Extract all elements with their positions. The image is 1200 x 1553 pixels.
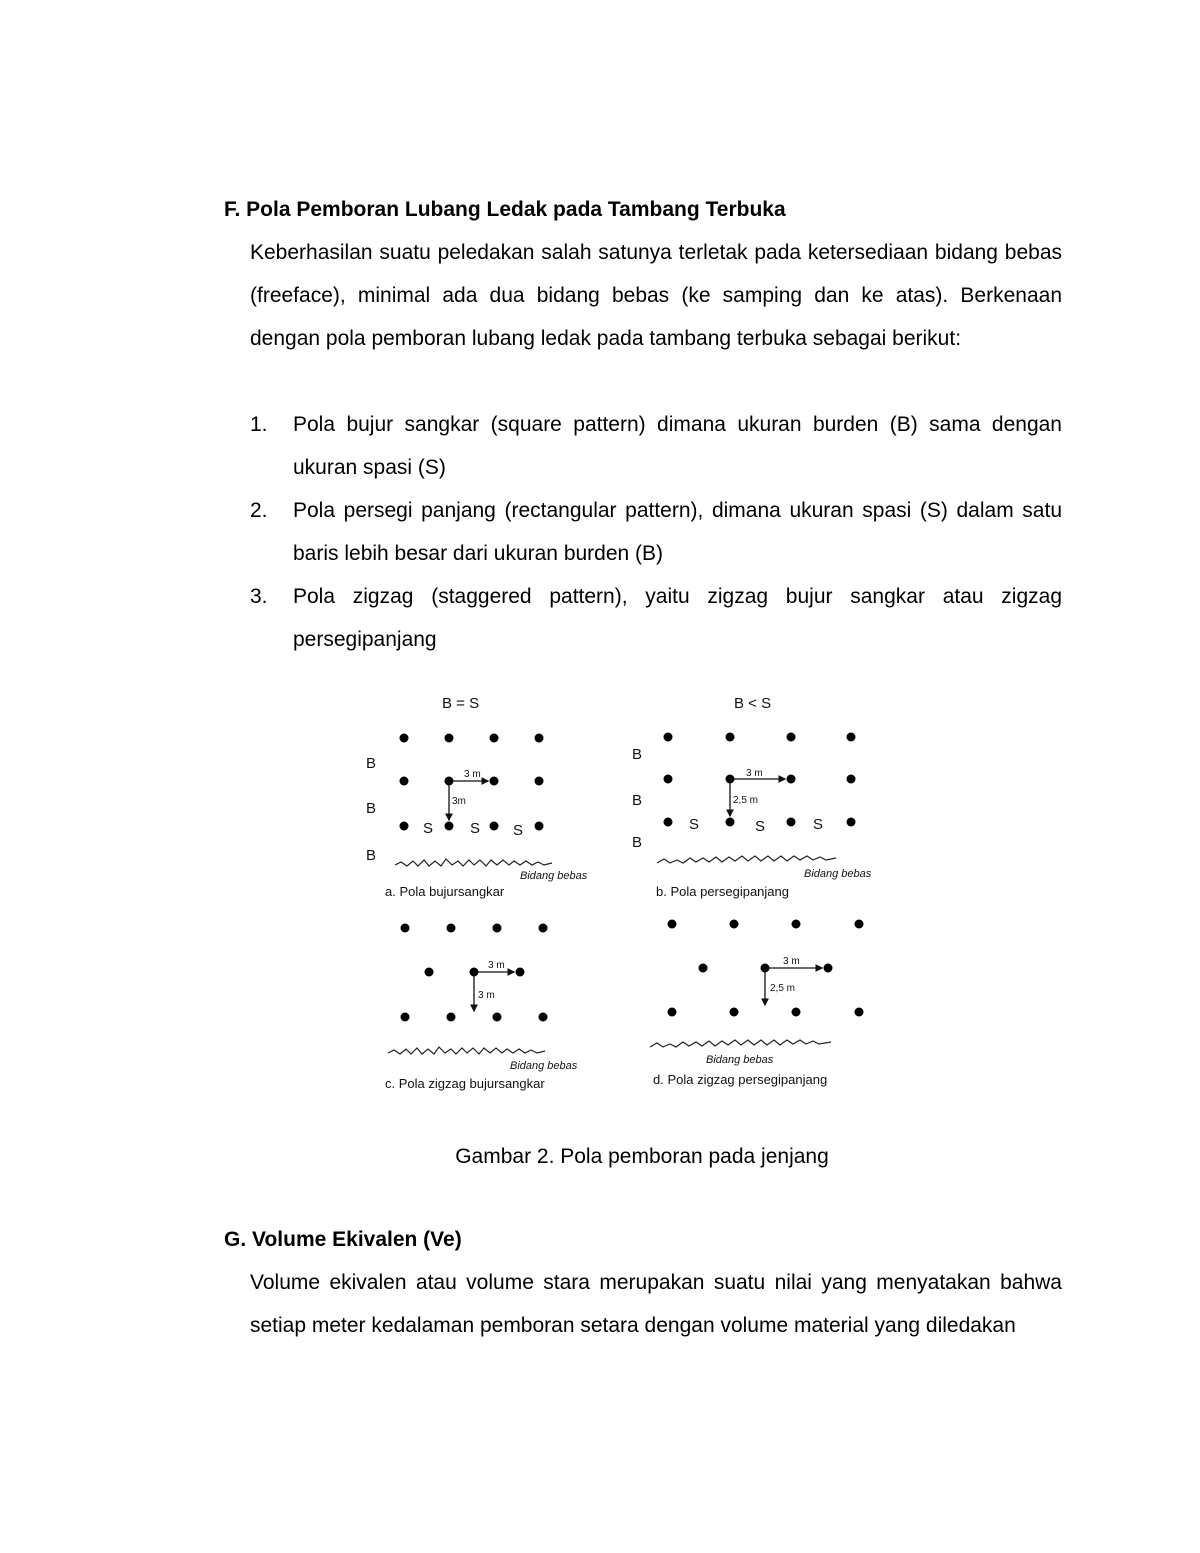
list-number: 2.: [250, 499, 268, 522]
dim-3m-horizontal: 3 m: [488, 960, 505, 971]
list-item: [250, 403, 1062, 489]
caption-d: d. Pola zigzag persegipanjang: [653, 1072, 828, 1087]
caption-a: a. Pola bujursangkar: [385, 884, 505, 899]
burden-label: B: [366, 755, 377, 772]
free-face-label: Bidang bebas: [510, 1060, 578, 1072]
dim-3m-horizontal: 3 m: [746, 768, 763, 779]
list-item: [250, 489, 1062, 575]
list-text: Pola bujur sangkar (square pattern) dimana ukuran burden (B) sama dengan ukuran spasi (S): [293, 413, 1062, 479]
free-face-line: [657, 856, 836, 863]
caption-c: c. Pola zigzag bujursangkar: [385, 1076, 545, 1091]
section-f-heading: F. Pola Pemboran Lubang Ledak pada Tambang Terbuka: [224, 198, 786, 221]
holes-panel-a: [400, 734, 544, 831]
dim-3m-vertical: 3 m: [478, 990, 495, 1001]
dim-3m-horizontal: 3 m: [464, 769, 481, 780]
figure-caption: Gambar 2. Pola pemboran pada jenjang: [455, 1145, 829, 1168]
spacing-label: S: [689, 816, 700, 833]
burden-label: B: [632, 792, 643, 809]
free-face-label: Bidang bebas: [520, 870, 588, 882]
dim-3m-vertical: 3m: [452, 796, 466, 807]
spacing-label: S: [423, 820, 434, 837]
list-text: Pola zigzag (staggered pattern), yaitu zigzag bujur sangkar atau zigzag persegipanjang: [293, 585, 1062, 651]
free-face-line: [395, 859, 552, 866]
list-item: [250, 575, 1062, 661]
spacing-label: S: [813, 816, 824, 833]
list-text: Pola persegi panjang (rectangular pattern), dimana ukuran spasi (S) dalam satu baris lebih besar dari ukuran burden (B): [293, 499, 1062, 565]
label-b-less-than-s: B < S: [734, 695, 772, 712]
spacing-label: S: [513, 822, 524, 839]
burden-label: B: [632, 746, 643, 763]
burden-label: B: [366, 847, 377, 864]
list-number: 1.: [250, 413, 268, 436]
drilling-pattern-figure: [360, 685, 890, 1100]
spacing-label: S: [755, 818, 766, 835]
free-face-line: [388, 1047, 545, 1054]
spacing-label: S: [470, 820, 481, 837]
caption-b: b. Pola persegipanjang: [656, 884, 789, 899]
section-g-paragraph: Volume ekivalen atau volume stara merupakan suatu nilai yang menyatakan bahwa setiap meter kedalaman pemboran setara dengan volume material yang diledakan: [250, 1271, 1062, 1337]
section-f-paragraph: Keberhasilan suatu peledakan salah satunya terletak pada ketersediaan bidang bebas (freeface), minimal ada dua bidang bebas (ke samping dan ke atas). Berkenaan dengan pola pemboran lubang ledak pada tambang terbuka sebagai berikut:: [250, 241, 1062, 350]
free-face-label: Bidang bebas: [804, 868, 872, 880]
label-b-equals-s: B = S: [442, 695, 480, 712]
burden-label: B: [366, 800, 377, 817]
pattern-list: [250, 403, 1062, 661]
burden-label: B: [632, 834, 643, 851]
section-g-heading: G. Volume Ekivalen (Ve): [224, 1228, 462, 1251]
figure-svg: [360, 685, 890, 1100]
dim-25m-vertical: 2,5 m: [733, 795, 759, 806]
free-face-line: [650, 1040, 831, 1047]
free-face-label: Bidang bebas: [706, 1054, 774, 1066]
list-number: 3.: [250, 585, 268, 608]
dim-25m-vertical: 2,5 m: [770, 983, 796, 994]
dim-3m-horizontal: 3 m: [783, 956, 800, 967]
